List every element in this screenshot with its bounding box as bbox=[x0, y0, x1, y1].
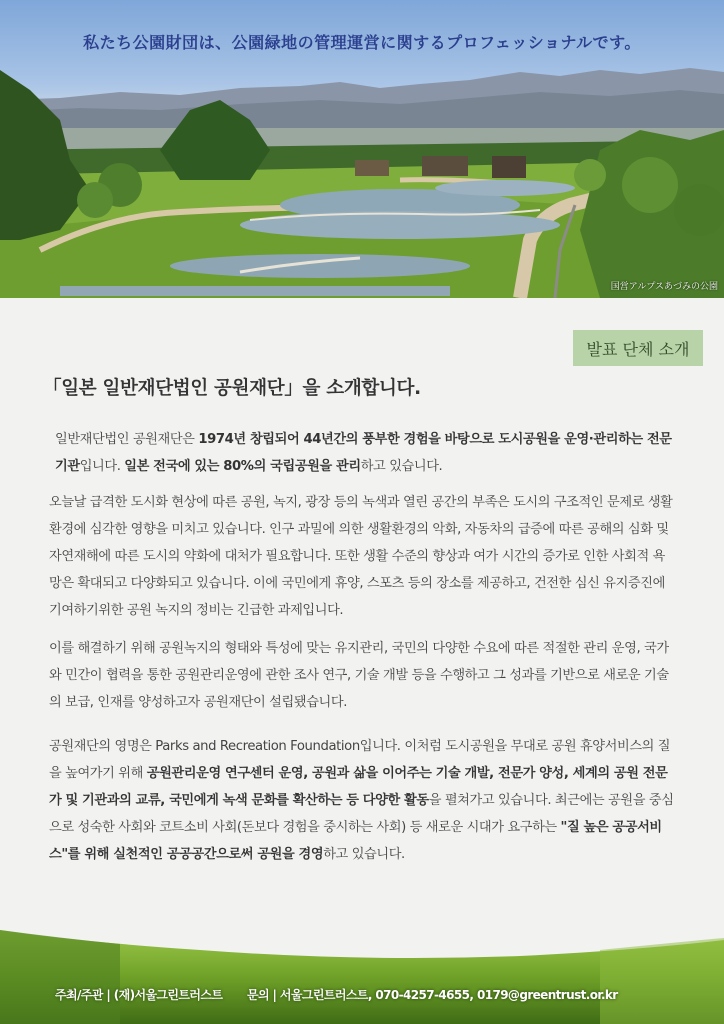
background-paragraph bbox=[49, 489, 677, 624]
hero-headline: 私たち公園財団は、公園緑地の管理運営に関するプロフェッショナルです。 bbox=[83, 33, 641, 52]
body-text: 이를 해결하기 위해 공원녹지의 형태와 특성에 맞는 유지관리, 국민의 다양한 수요에 따른 적절한 관리 운영, 국가와 민간이 협력을 통한 공원관리운영에 관한 조사 연구, 기술 개발 등을 수행하고 그 성과를 기반으로 새로운 기술의 보급, 인재를 양성하고자 공원재단이 설립됐습니다. bbox=[49, 641, 669, 710]
emphasis-text: 일본 전국에 있는 80%의 국립공원을 관리 bbox=[124, 459, 361, 474]
emphasis-text: "질 높은 공공서비스"를 위해 실천적인 공공공간으로써 공원을 경영 bbox=[49, 820, 662, 862]
emphasis-text: 공원관리운영 연구센터 운영, 공원과 삶을 이어주는 기술 개발, 전문가 양성, 세계의 공원 전문가 및 기관과의 교류, 국민에게 녹색 문화를 확산하는 등 다양한 활동 bbox=[49, 766, 668, 808]
footer-contact: 문의 | 서울그린트러스트, 070-4257-4655, 0179@greentrust.or.kr bbox=[247, 988, 618, 1002]
body-text: 오늘날 급격한 도시화 현상에 따른 공원, 녹지, 광장 등의 녹색과 열린 공간의 부족은 도시의 구조적인 문제로 생활 환경에 심각한 영향을 미치고 있습니다. 인구 과밀에 의한 생활환경의 악화, 자동차의 급증에 따른 공해의 심화 및 자연재해에 따른 도시의 약화에 대처가 필요합니다. 또한 생활 수준의 향상과 여가 시간의 증가로 인한 사회적 욕망은 확대되고 다양화되고 있습니다. 이에 국민에게 휴양, 스포츠 등의 장소를 제공하고, 건전한 심신 유지증진에 기여하기위한 공원 녹지의 정비는 긴급한 과제입니다. bbox=[49, 495, 673, 618]
body-text: 일반재단법인 공원재단은 bbox=[55, 432, 199, 447]
emphasis-text: 1974년 창립되어 44년간의 풍부한 경험을 바탕으로 도시공원을 운영·관리하는 전문 기관 bbox=[55, 432, 672, 474]
intro-paragraph bbox=[55, 426, 677, 480]
footer-host: 주최/주관 | (재)서울그린트러스트 bbox=[55, 988, 223, 1002]
body-text: 을 펼쳐가고 있습니다. 최근에는 공원을 중심으로 성숙한 사회와 코트소비 사회(돈보다 경험을 중시하는 사회) 등 새로운 시대가 요구하는 bbox=[49, 793, 674, 835]
purpose-paragraph bbox=[49, 635, 677, 716]
body-text: 하고 있습니다. bbox=[360, 459, 443, 474]
photo-credit: 国営アルプスあづみの公園 bbox=[610, 282, 718, 292]
body-text: 하고 있습니다. bbox=[323, 847, 405, 862]
page-title: 「일본 일반재단법인 공원재단」을 소개합니다. bbox=[43, 378, 421, 399]
body-text: 공원재단의 영명은 Parks and Recreation Foundation입니다. 이처럼 도시공원을 무대로 공원 휴양서비스의 질을 높여가기 위해 bbox=[49, 739, 671, 781]
hero-photo bbox=[0, 0, 724, 298]
body-text: 입니다. bbox=[79, 459, 125, 474]
activities-paragraph bbox=[49, 733, 677, 868]
footer-grass-banner bbox=[0, 920, 724, 1024]
grass-field-image bbox=[0, 920, 724, 1024]
section-badge: 발표 단체 소개 bbox=[573, 330, 703, 366]
